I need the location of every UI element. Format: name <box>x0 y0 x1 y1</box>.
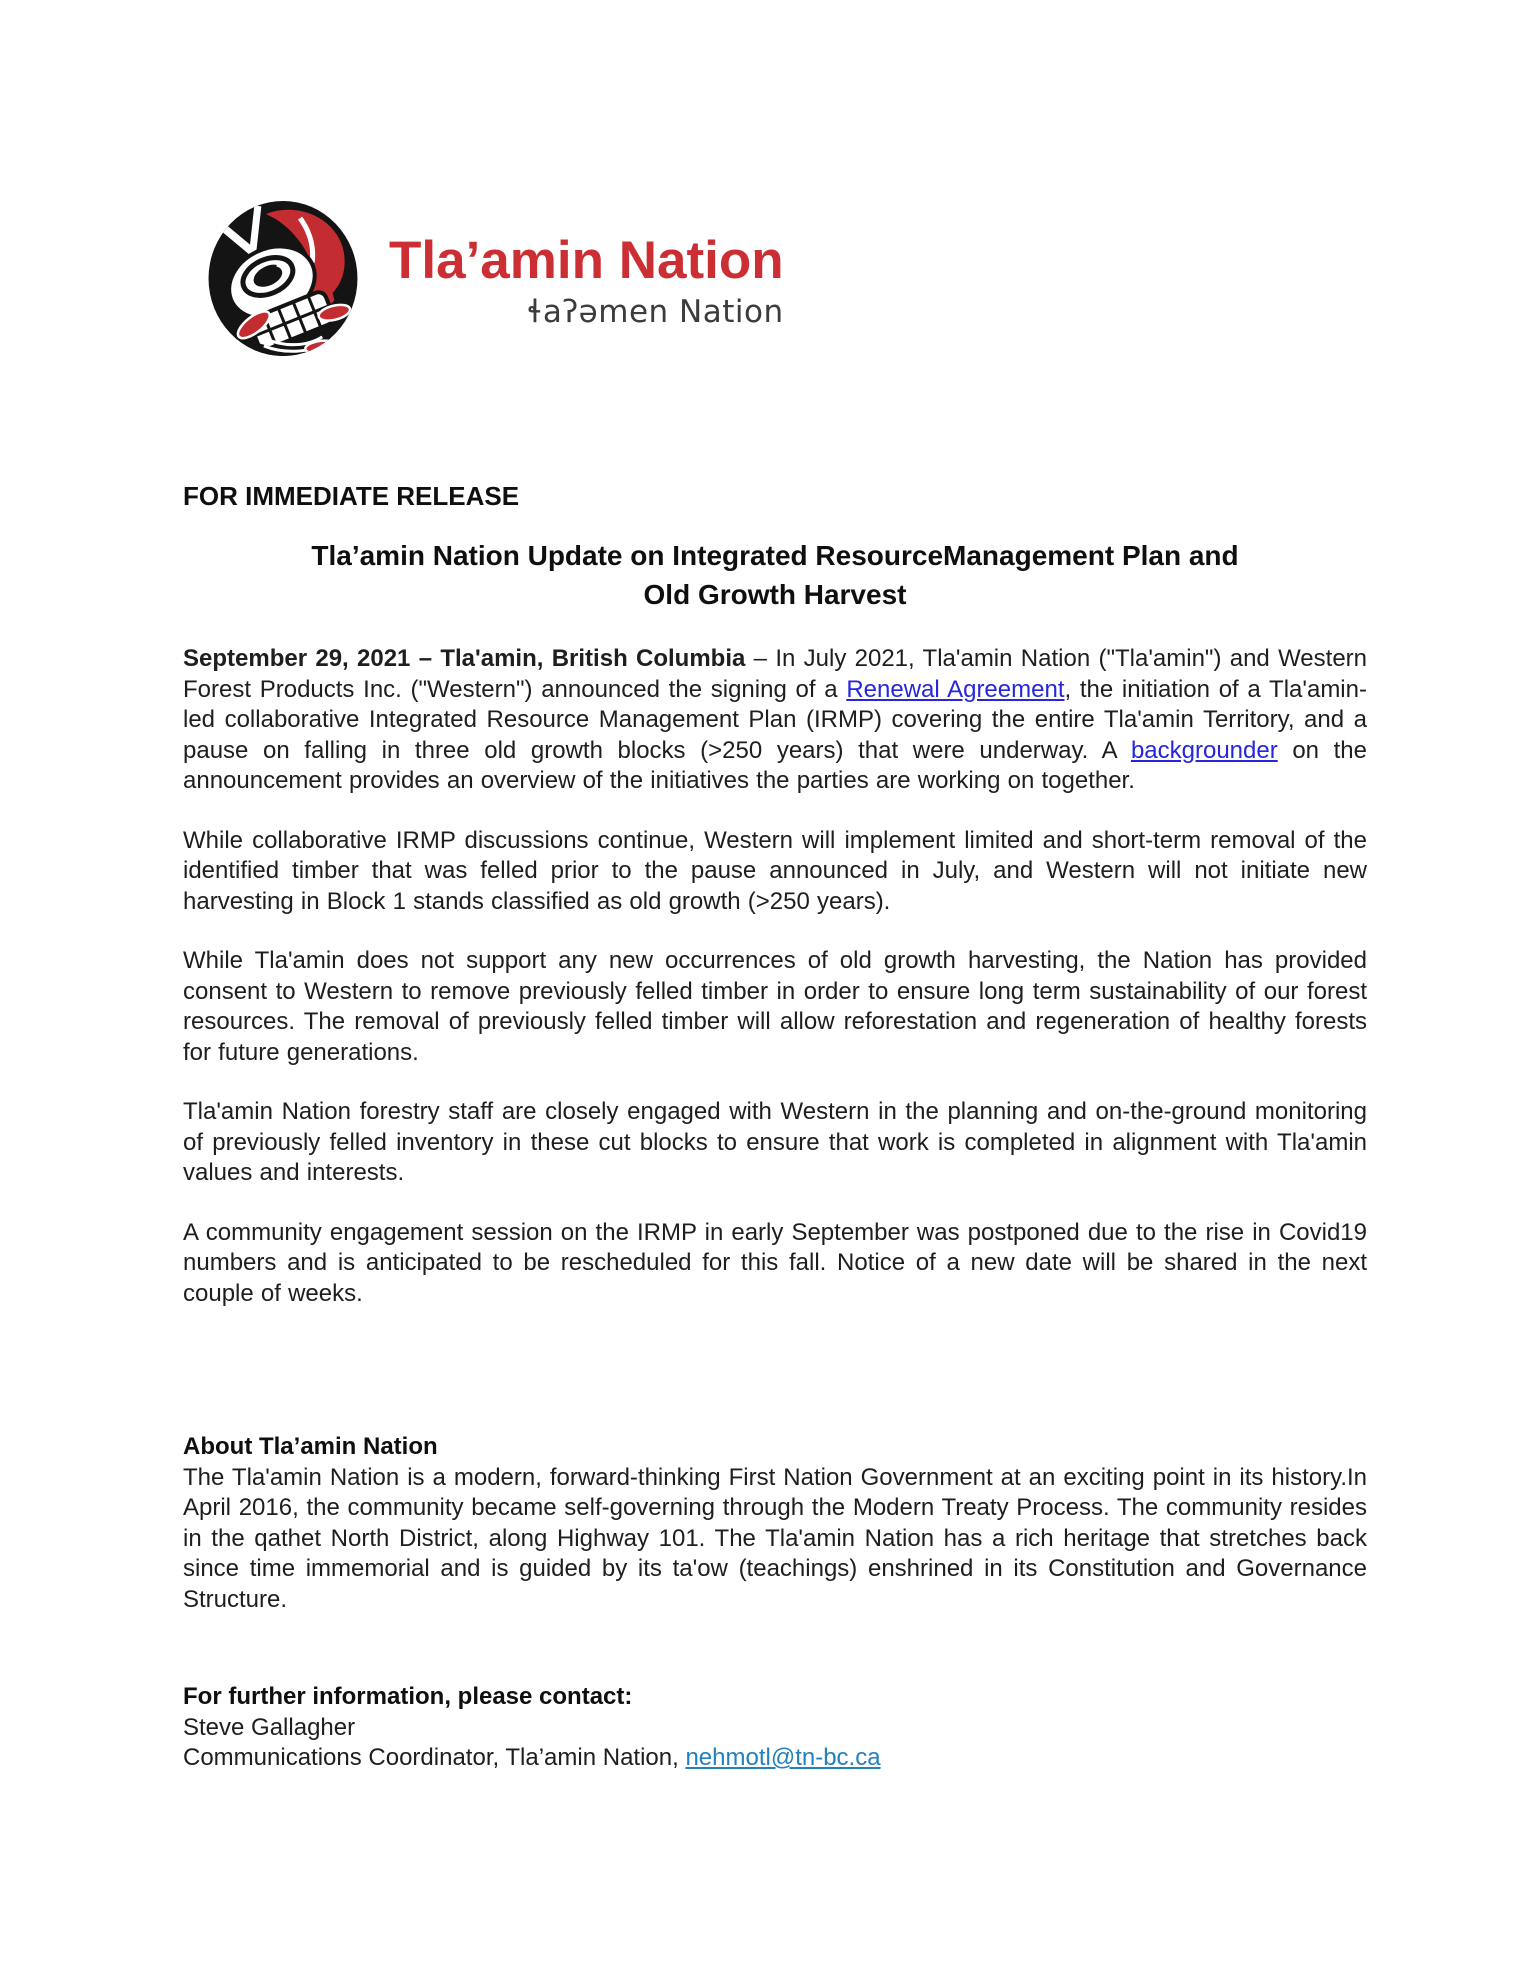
paragraph-timber-removal: While collaborative IRMP discussions continue, Western will implement limited and short-term removal of the identified timber that was felled prior to the pause announced in July, and Western will not initiate new harvesting in Block 1 stands classified as old growth (>250 years). <box>183 826 1367 915</box>
release-label: FOR IMMEDIATE RELEASE <box>183 481 520 511</box>
paragraph-announcement-run2: , the initiation of a Tla'amin-led collaborative Integrated Resource Management Plan (IRMP) covering the entire Tla'amin Territory, and a pause on falling in three old growth blocks (>250 years) that were underway. A <box>183 675 1367 764</box>
about-paragraph: The Tla'amin Nation is a modern, forward-thinking First Nation Government at an exciting point in its history.In April 2016, the community became self-governing through the Modern Treaty Process. The community resides in the qathet North District, along Highway 101. The Tla'amin Nation has a rich heritage that stretches back since time immemorial and is guided by its ta'ow (teachings) enshrined in its Constitution and Governance Structure. <box>183 1463 1367 1613</box>
contact-name: Steve Gallagher <box>183 1713 356 1741</box>
body-copy <box>183 644 1367 1338</box>
contact-heading: For further information, please contact: <box>183 1683 633 1710</box>
renewal-agreement-link[interactable]: Renewal Agreement <box>846 675 1065 703</box>
document-title-line1: Tla’amin Nation Update on Integrated ResourceManagement Plan and <box>311 540 1239 571</box>
logo-wordmark: Tla’amin Nation <box>389 231 784 290</box>
document-title-line2: Old Growth Harvest <box>643 579 907 610</box>
contact-section <box>183 1682 1367 1774</box>
contact-role-line <box>183 1743 1367 1774</box>
paragraph-forestry-staff: Tla'amin Nation forestry staff are closely engaged with Western in the planning and on-the-ground monitoring of previously felled inventory in these cut blocks to ensure that work is completed in alignment with Tla'amin values and interests. <box>183 1098 1367 1186</box>
about-section <box>183 1432 1367 1615</box>
paragraph-announcement-run1: – In July 2021, Tla'amin Nation ("Tla'amin") and Western Forest Products Inc. ("Western") announced the signing of a <box>183 645 1368 703</box>
logo-subtitle: ɬaʔəmen Nation <box>527 294 784 330</box>
logo-wordmark-block <box>389 231 784 330</box>
paragraph-engagement-session: A community engagement session on the IRMP in early September was postponed due to the rise in Covid19 numbers and is anticipated to be rescheduled for this fall. Notice of a new date will be shared in the next couple of weeks. <box>183 1218 1367 1307</box>
backgrounder-link[interactable]: backgrounder <box>1130 736 1278 764</box>
contact-email-link[interactable]: nehmotl@tn-bc.ca <box>685 1744 881 1771</box>
contact-role-prefix: Communications Coordinator, Tla’amin Nation, <box>183 1744 686 1771</box>
letterhead <box>207 200 784 357</box>
paragraph-consent: While Tla'amin does not support any new occurrences of old growth harvesting, the Nation has provided consent to Western to remove previously felled timber in order to ensure long term sustainability of our forest resources. The removal of previously felled timber will allow reforestation and regeneration of healthy forests for future generations. <box>183 947 1367 1066</box>
paragraph-announcement <box>183 644 1367 797</box>
dateline: September 29, 2021 – Tla'amin, British Columbia <box>183 645 746 672</box>
about-heading: About Tla’amin Nation <box>183 1433 438 1460</box>
orca-emblem-icon <box>207 200 359 357</box>
document-title <box>183 536 1367 614</box>
paragraph-announcement-run3: on the announcement provides an overview of the initiatives the parties are working on together. <box>183 736 1367 794</box>
